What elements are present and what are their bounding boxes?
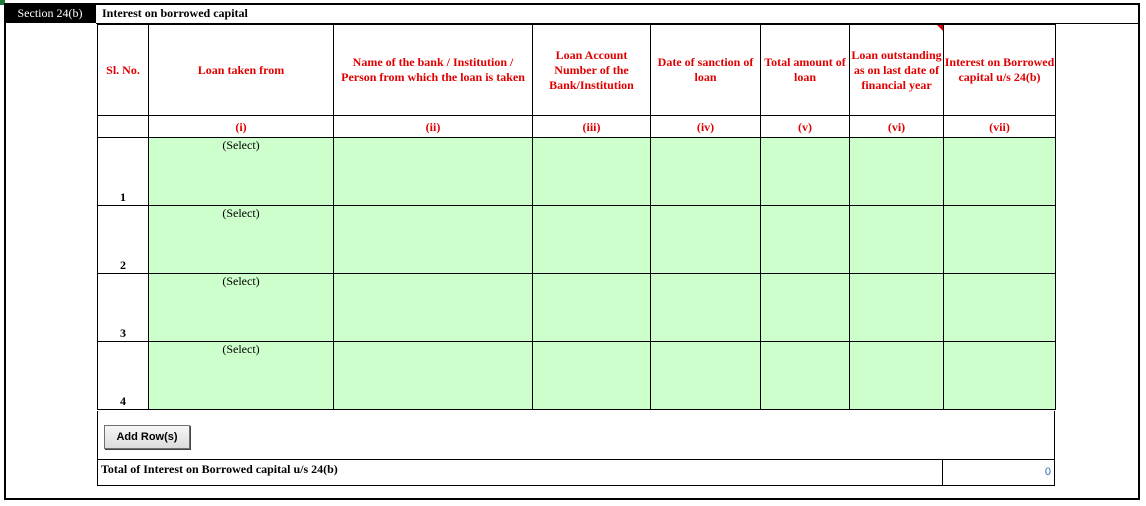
total-amount-input[interactable] [761,342,850,410]
roman-index: (i) [149,116,334,138]
loan-outstanding-input[interactable] [850,206,944,274]
section-tag: Section 24(b) [4,3,96,23]
table-row [98,274,1056,342]
roman-blank [98,116,149,138]
roman-index: (v) [761,116,850,138]
row-serial-number: 3 [98,274,149,342]
roman-index: (iv) [651,116,761,138]
header-row [98,25,1056,116]
total-interest-value: 0 [1044,466,1051,478]
loan-source-select[interactable]: (Select) [149,342,334,410]
total-label: Total of Interest on Borrowed capital u/s 24(b) [101,462,338,476]
account-number-input[interactable] [533,206,651,274]
roman-index: (ii) [334,116,533,138]
total-amount-input[interactable] [761,274,850,342]
roman-index: (vi) [850,116,944,138]
interest-input[interactable] [944,206,1056,274]
col-header-lender-name: Name of the bank / Institution / Person from which the loan is taken [334,25,533,116]
interest-input[interactable] [944,342,1056,410]
loan-source-select[interactable]: (Select) [149,206,334,274]
total-amount-input[interactable] [761,206,850,274]
sanction-date-input[interactable] [651,206,761,274]
sanction-date-input[interactable] [651,274,761,342]
col-header-interest: Interest on Borrowed capital u/s 24(b) [944,25,1056,116]
total-divider [942,460,943,485]
lender-name-input[interactable] [334,206,533,274]
col-header-total-amount: Total amount of loan [761,25,850,116]
lender-name-input[interactable] [334,274,533,342]
col-header-loan-taken-from: Loan taken from [149,25,334,116]
account-number-input[interactable] [533,342,651,410]
sanction-date-input[interactable] [651,342,761,410]
interest-input[interactable] [944,138,1056,206]
col-header-loan-outstanding: Loan outstanding as on last date of financial year [850,25,944,116]
lender-name-input[interactable] [334,342,533,410]
section-title: Interest on borrowed capital [102,6,248,20]
table-row [98,342,1056,410]
table-row [98,206,1056,274]
loan-outstanding-input[interactable] [850,342,944,410]
row-serial-number: 1 [98,138,149,206]
col-header-sl-no: Sl. No. [98,25,149,116]
roman-index: (vii) [944,116,1056,138]
total-row [97,459,1055,486]
account-number-input[interactable] [533,274,651,342]
add-row-area [97,411,1055,459]
interest-input[interactable] [944,274,1056,342]
loan-source-select[interactable]: (Select) [149,274,334,342]
loan-outstanding-input[interactable] [850,138,944,206]
roman-index: (iii) [533,116,651,138]
row-serial-number: 2 [98,206,149,274]
total-amount-input[interactable] [761,138,850,206]
loan-table [97,24,1056,410]
loan-source-select[interactable]: (Select) [149,138,334,206]
row-serial-number: 4 [98,342,149,410]
lender-name-input[interactable] [334,138,533,206]
col-header-sanction-date: Date of sanction of loan [651,25,761,116]
add-rows-button[interactable]: Add Row(s) [104,425,190,449]
table-row [98,138,1056,206]
sanction-date-input[interactable] [651,138,761,206]
roman-index-row [98,116,1056,138]
col-header-account-number: Loan Account Number of the Bank/Institution [533,25,651,116]
loan-outstanding-input[interactable] [850,274,944,342]
account-number-input[interactable] [533,138,651,206]
